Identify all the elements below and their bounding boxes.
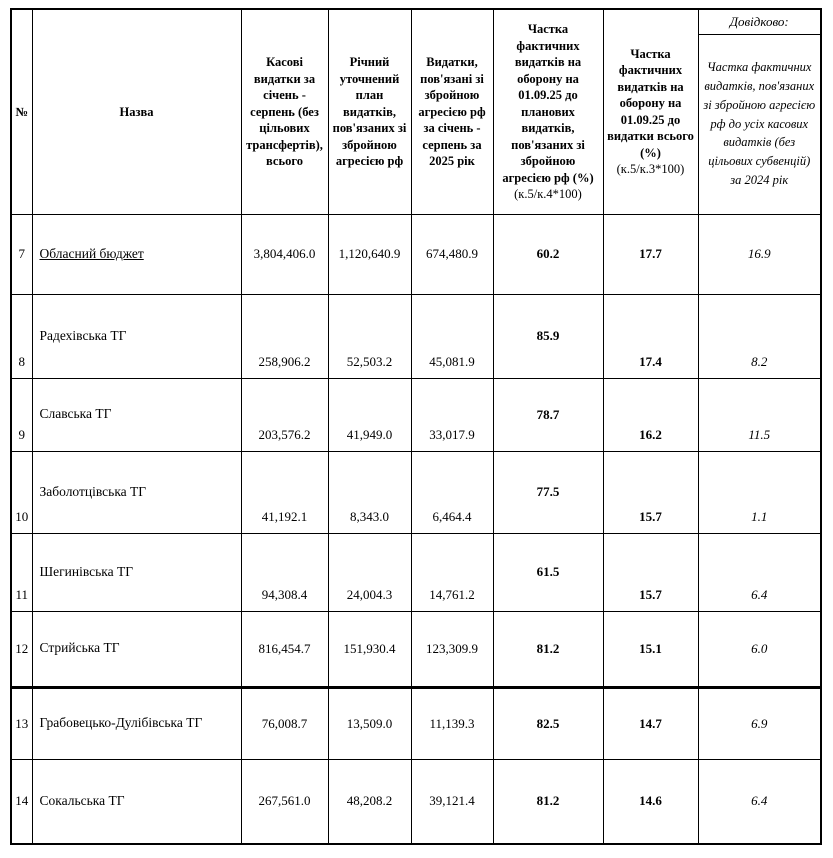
pct-of-plan: 81.2 <box>493 759 603 844</box>
table-row <box>11 533 821 611</box>
cash-value: 3,804,406.0 <box>241 214 328 294</box>
row-number: 10 <box>11 451 32 533</box>
plan-value: 151,930.4 <box>328 611 411 687</box>
cash-value: 203,576.2 <box>241 378 328 451</box>
pct-of-plan: 82.5 <box>493 687 603 759</box>
row-number: 9 <box>11 378 32 451</box>
header-share-of-plan <box>493 9 603 214</box>
reference-value: 6.9 <box>698 687 821 759</box>
table-row <box>11 687 821 759</box>
spent-value: 674,480.9 <box>411 214 493 294</box>
cash-value: 41,192.1 <box>241 451 328 533</box>
pct-of-plan: 78.7 <box>493 378 603 451</box>
reference-value: 6.4 <box>698 533 821 611</box>
table-row <box>11 451 821 533</box>
header-row <box>11 9 821 214</box>
budget-name: Заболотцівська ТГ <box>32 451 241 533</box>
header-reference-body: Частка фактичних видатків, пов'язаних зі збройною агресією рф до усіх касових видатків (без цільових субвенцій) за 2024 рік <box>703 60 816 187</box>
spent-value: 33,017.9 <box>411 378 493 451</box>
pct-of-total: 15.7 <box>603 451 698 533</box>
plan-value: 41,949.0 <box>328 378 411 451</box>
table-row <box>11 214 821 294</box>
reference-value: 16.9 <box>698 214 821 294</box>
row-number: 11 <box>11 533 32 611</box>
spent-value: 123,309.9 <box>411 611 493 687</box>
pct-of-total: 14.6 <box>603 759 698 844</box>
budget-name: Радехівська ТГ <box>32 294 241 378</box>
spent-value: 14,761.2 <box>411 533 493 611</box>
pct-of-total: 15.7 <box>603 533 698 611</box>
table-row <box>11 378 821 451</box>
row-number: 14 <box>11 759 32 844</box>
header-share-of-plan-formula: (к.5/к.4*100) <box>514 187 582 201</box>
pct-of-total: 17.4 <box>603 294 698 378</box>
reference-value: 6.0 <box>698 611 821 687</box>
cash-value: 258,906.2 <box>241 294 328 378</box>
header-war-expenditures: Видатки, пов'язані зі збройною агресією рф за січень - серпень за 2025 рік <box>411 9 493 214</box>
header-reference-title: Довідково: <box>699 10 821 35</box>
header-cash-expenditures: Касові видатки за січень - серпень (без цільових трансфертів), всього <box>241 9 328 214</box>
budget-table <box>10 8 822 845</box>
plan-value: 48,208.2 <box>328 759 411 844</box>
row-number: 13 <box>11 687 32 759</box>
budget-name: Стрийська ТГ <box>32 611 241 687</box>
spent-value: 6,464.4 <box>411 451 493 533</box>
pct-of-plan: 77.5 <box>493 451 603 533</box>
plan-value: 13,509.0 <box>328 687 411 759</box>
budget-name: Славська ТГ <box>32 378 241 451</box>
budget-name: Шегинівська ТГ <box>32 533 241 611</box>
row-number: 12 <box>11 611 32 687</box>
header-share-of-total <box>603 9 698 214</box>
budget-name-link: Обласний бюджет <box>39 245 144 261</box>
header-annual-plan: Річний уточнений план видатків, пов'язаних зі збройною агресією рф <box>328 9 411 214</box>
header-share-of-total-text: Частка фактичних видатків на оборону на 01.09.25 до видатки всього (%) <box>607 46 694 160</box>
spent-value: 11,139.3 <box>411 687 493 759</box>
header-name: Назва <box>32 9 241 214</box>
header-share-of-plan-text: Частка фактичних видатків на оборону на 01.09.25 до планових видатків, пов'язаних зі збройною агресією рф (%) <box>502 22 594 185</box>
table-row <box>11 611 821 687</box>
pct-of-plan: 60.2 <box>493 214 603 294</box>
plan-value: 24,004.3 <box>328 533 411 611</box>
row-number: 7 <box>11 214 32 294</box>
pct-of-total: 17.7 <box>603 214 698 294</box>
budget-name <box>32 214 241 294</box>
pct-of-total: 15.1 <box>603 611 698 687</box>
pct-of-plan: 81.2 <box>493 611 603 687</box>
cash-value: 816,454.7 <box>241 611 328 687</box>
table-row <box>11 759 821 844</box>
reference-value: 1.1 <box>698 451 821 533</box>
pct-of-plan: 85.9 <box>493 294 603 378</box>
table-row <box>11 294 821 378</box>
budget-name: Грабовецько-Дулібівська ТГ <box>32 687 241 759</box>
spent-value: 39,121.4 <box>411 759 493 844</box>
pct-of-total: 14.7 <box>603 687 698 759</box>
header-share-of-total-formula: (к.5/к.3*100) <box>616 162 685 177</box>
row-number: 8 <box>11 294 32 378</box>
spent-value: 45,081.9 <box>411 294 493 378</box>
pct-of-total: 16.2 <box>603 378 698 451</box>
pct-of-plan: 61.5 <box>493 533 603 611</box>
reference-value: 6.4 <box>698 759 821 844</box>
plan-value: 8,343.0 <box>328 451 411 533</box>
header-reference <box>698 9 821 214</box>
cash-value: 267,561.0 <box>241 759 328 844</box>
header-number: № <box>11 9 32 214</box>
cash-value: 76,008.7 <box>241 687 328 759</box>
cash-value: 94,308.4 <box>241 533 328 611</box>
plan-value: 1,120,640.9 <box>328 214 411 294</box>
budget-name: Сокальська ТГ <box>32 759 241 844</box>
plan-value: 52,503.2 <box>328 294 411 378</box>
reference-value: 8.2 <box>698 294 821 378</box>
reference-value: 11.5 <box>698 378 821 451</box>
